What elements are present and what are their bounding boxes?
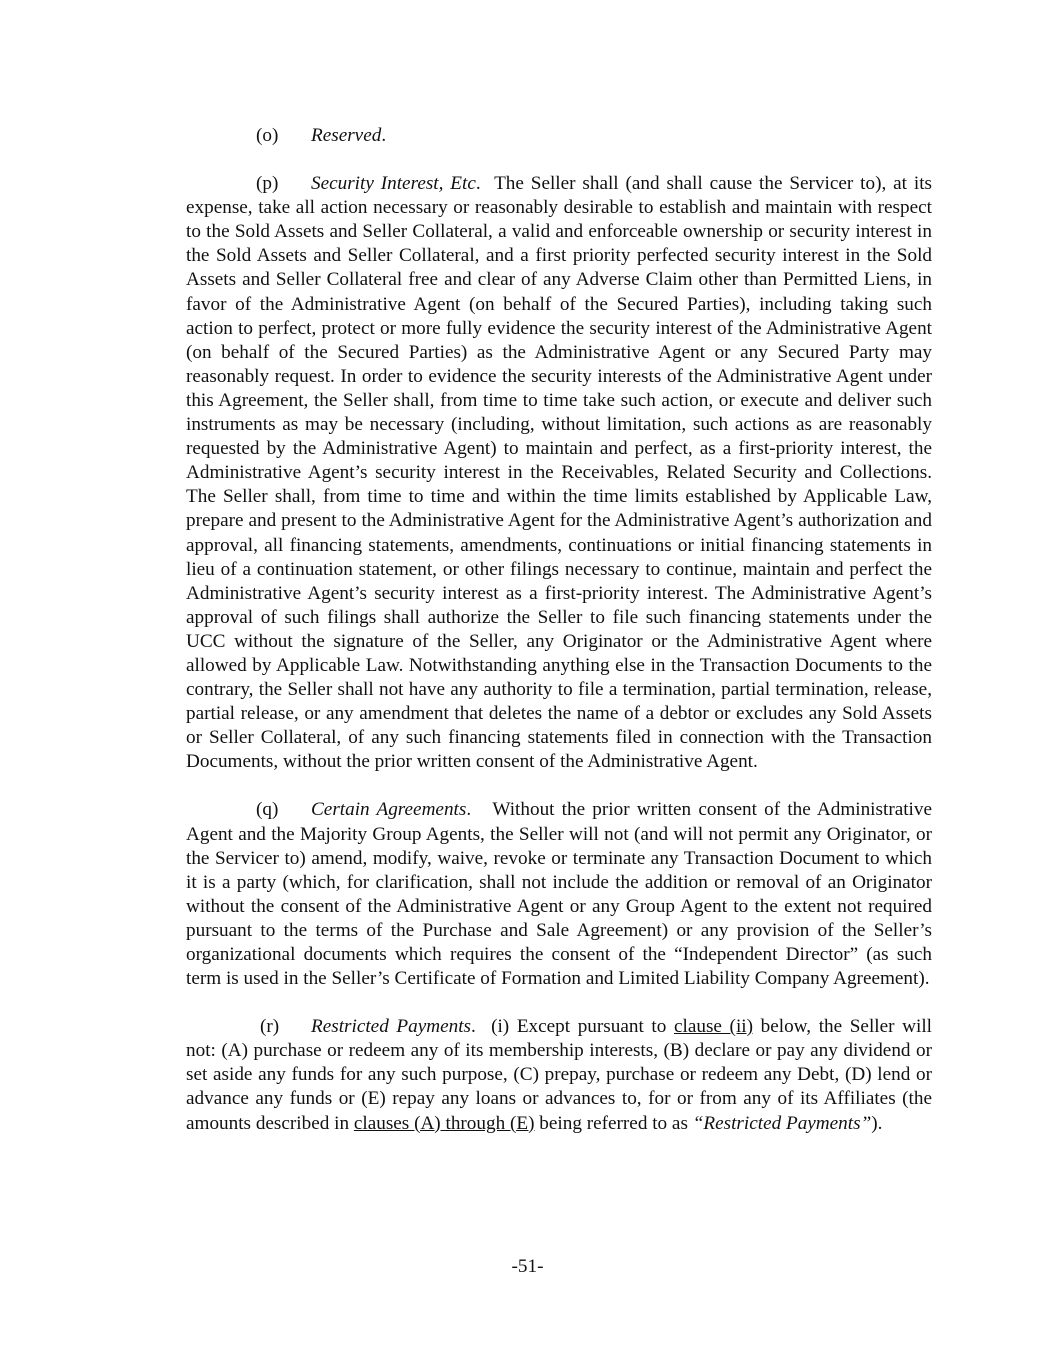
clause-reference: clauses (A) through (E) (353, 1112, 535, 1134)
section-title: Reserved (311, 125, 382, 146)
section-label: (q) (256, 799, 279, 821)
section-q: (q) Certain Agreements. Without the prior written consent of the Administrative Agent and the Majority Group Agents, the Seller will not (and will not permit any Originator, or the Servicer to) amend, modify, waive, revoke or terminate any Transaction Document to which it is a party (which, for clarification, shall not include the addition or removal of an Originator without the consent of the Administrative Agent or any Group Agent to the extent not required pursuant to the terms of the Purchase and Sale Agreement) or any provision of the Seller’s organizational documents which requires the consent of the “Independent Director” (as such term is used in the Seller’s Certificate of Formation and Limited Liability Company Agreement). (186, 799, 932, 990)
section-body: The Seller shall (and shall cause the Servicer to), at its expense, take all action necessary or reasonably desirable to establish and maintain with respect to the Sold Assets and Seller Collateral, a valid and enforceable ownership or security interest in the Sold Assets and Seller Collateral, and a first priority perfected security interest in the Sold Assets and Seller Collateral free and clear of any Adverse Claim other than Permitted Liens, in favor of the Administrative Agent (on behalf of the Secured Parties), including taking such action to perfect, protect or more fully evidence the security interest of the Administrative Agent (on behalf of the Secured Parties) as the Administrative Agent or any Secured Party may reasonably request. In order to evidence the security interests of the Administrative Agent under this Agreement, the Seller shall, from time to time take such action, or execute and deliver such instruments as may be necessary (including, without limitation, such actions as are reasonably requested by the Administrative Agent) to maintain and perfect, as a first-priority interest, the Administrative Agent’s security interest in the Receivables, Related Security and Collections. The Seller shall, from time to time and within the time limits established by Applicable Law, prepare and present to the Administrative Agent for the Administrative Agent’s authorization and approval, all financing statements, amendments, continuations or initial financing statements in lieu of a continuation statement, or other filings necessary to continue, maintain and perfect the Administrative Agent’s security interest as a first-priority interest. The Administrative Agent’s approval of such filings shall authorize the Seller to file such financing statements under the UCC without the signature of the Seller, any Originator or the Administrative Agent where allowed by Applicable Law. Notwithstanding anything else in the Transaction Documents to the contrary, the Seller shall not have any authority to file a termination, partial termination, release, partial release, or any amendment that deletes the name of a debtor or excludes any Sold Assets or Seller Collateral, of any such financing statements filed in connection with the Transaction Documents, without the prior written consent of the Administrative Agent. (186, 173, 932, 773)
section-r: (r) Restricted Payments. (i) Except pursuant to clause (ii) below, the Seller will not: (A) purchase or redeem any of its membership interests, (B) declare or pay any dividend or set aside any funds for any such purpose, (C) prepay, purchase or redeem any Debt, (D) lend or advance any funds or (E) repay any loans or advances to, for or from any of its Affiliates (the amounts described in clauses (A) through (E) being referred to as “Restricted Payments”). (186, 1016, 932, 1134)
section-label: (p) (256, 173, 279, 195)
section-label: (r) (260, 1016, 280, 1038)
section-body: Without the prior written consent of the Administrative Agent and the Majority Group Agents, the Seller will not (and will not permit any Originator, or the Servicer to) amend, modify, waive, revoke or terminate any Transaction Document to which it is a party (which, for clarification, shall not include the addition or removal of an Originator without the consent of the Administrative Agent or any Group Agent to the extent not required pursuant to the terms of the Purchase and Sale Agreement) or any provision of the Seller’s organizational documents which requires the consent of the “Independent Director” (as such term is used in the Seller’s Certificate of Formation and Limited Liability Company Agreement). (186, 799, 932, 990)
section-p: (p) Security Interest, Etc. The Seller shall (and shall cause the Servicer to), at its expense, take all action necessary or reasonably desirable to establish and maintain with respect to the Sold Assets and Seller Collateral, a valid and enforceable ownership or security interest in the Sold Assets and Seller Collateral, and a first priority perfected security interest in the Sold Assets and Seller Collateral free and clear of any Adverse Claim other than Permitted Liens, in favor of the Administrative Agent (on behalf of the Secured Parties), including taking such action to perfect, protect or more fully evidence the security interest of the Administrative Agent (on behalf of the Secured Parties) as the Administrative Agent or any Secured Party may reasonably request. In order to evidence the security interests of the Administrative Agent under this Agreement, the Seller shall, from time to time take such action, or execute and deliver such instruments as may be necessary (including, without limitation, such actions as are reasonably requested by the Administrative Agent) to maintain and perfect, as a first-priority interest, the Administrative Agent’s security interest in the Receivables, Related Security and Collections. The Seller shall, from time to time and within the time limits established by Applicable Law, prepare and present to the Administrative Agent for the Administrative Agent’s authorization and approval, all financing statements, amendments, continuations or initial financing statements in lieu of a continuation statement, or other filings necessary to continue, maintain and perfect the Administrative Agent’s security interest as a first-priority interest. The Administrative Agent’s approval of such filings shall authorize the Seller to file such financing statements under the UCC without the signature of the Seller, any Originator or the Administrative Agent where allowed by Applicable Law. Notwithstanding anything else in the Transaction Documents to the contrary, the Seller shall not have any authority to file a termination, partial termination, release, partial release, or any amendment that deletes the name of a debtor or excludes any Sold Assets or Seller Collateral, of any such financing statements filed in connection with the Transaction Documents, without the prior written consent of the Administrative Agent. (186, 173, 932, 773)
defined-term: “Restricted Payments” (692, 1112, 872, 1134)
section-label: (o) (256, 125, 279, 146)
section-title: Restricted Payments (311, 1016, 472, 1038)
section-title: Security Interest, Etc (311, 173, 476, 195)
section-title: Certain Agreements (311, 799, 467, 821)
document-page (186, 124, 932, 1160)
page-number: -51- (511, 1256, 544, 1277)
clause-reference: clause (ii) (673, 1016, 753, 1038)
section-o: (o) Reserved. (186, 124, 932, 148)
